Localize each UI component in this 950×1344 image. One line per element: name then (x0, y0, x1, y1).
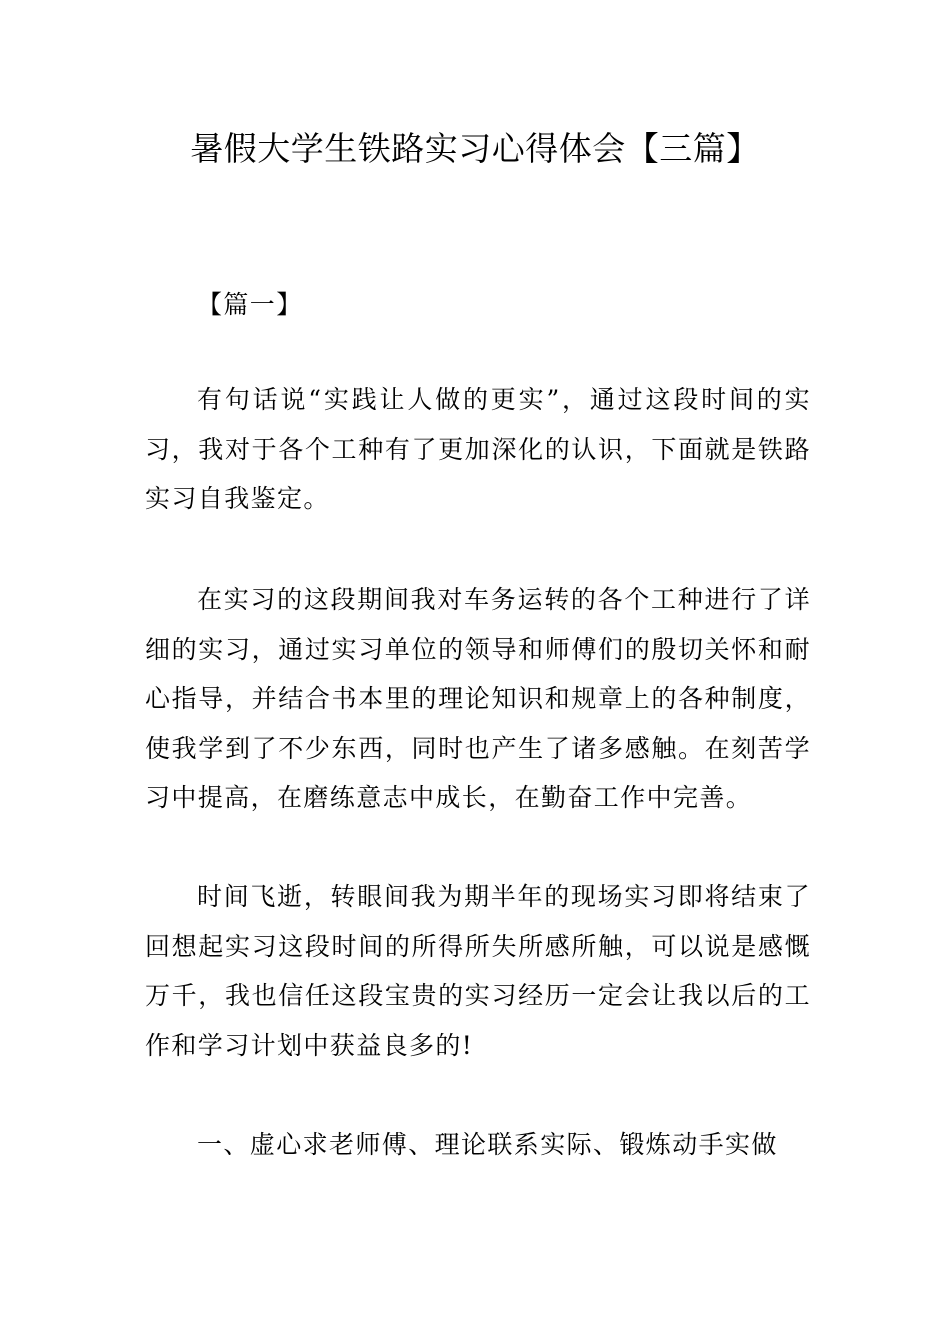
document-title: 暑假大学生铁路实习心得体会【三篇】 (190, 129, 760, 168)
section-label: 【篇一】 (197, 290, 303, 319)
paragraph-3: 时间飞逝，转眼间我为期半年的现场实习即将结束了回想起实习这段时间的所得所失所感所触，可以说是感慨万千，我也信任这段宝贵的实习经历一定会让我以后的工作和学习计划中获益良多的! (145, 882, 811, 1060)
paragraph-2: 在实习的这段期间我对车务运转的各个工种进行了详细的实习，通过实习单位的领导和师傅们的殷切关怀和耐心指导，并结合书本里的理论知识和规章上的各种制度，使我学到了不少东西，同时也产生了诸多感触。在刻苦学习中提高，在磨练意志中成长，在勤奋工作中完善。 (145, 585, 811, 812)
section-heading-1: 一、虚心求老师傅、理论联系实际、锻炼动手实做 (197, 1130, 778, 1159)
paragraph-1: 有句话说“实践让人做的更实”，通过这段时间的实习，我对于各个工种有了更加深化的认识，下面就是铁路实习自我鉴定。 (145, 385, 811, 513)
